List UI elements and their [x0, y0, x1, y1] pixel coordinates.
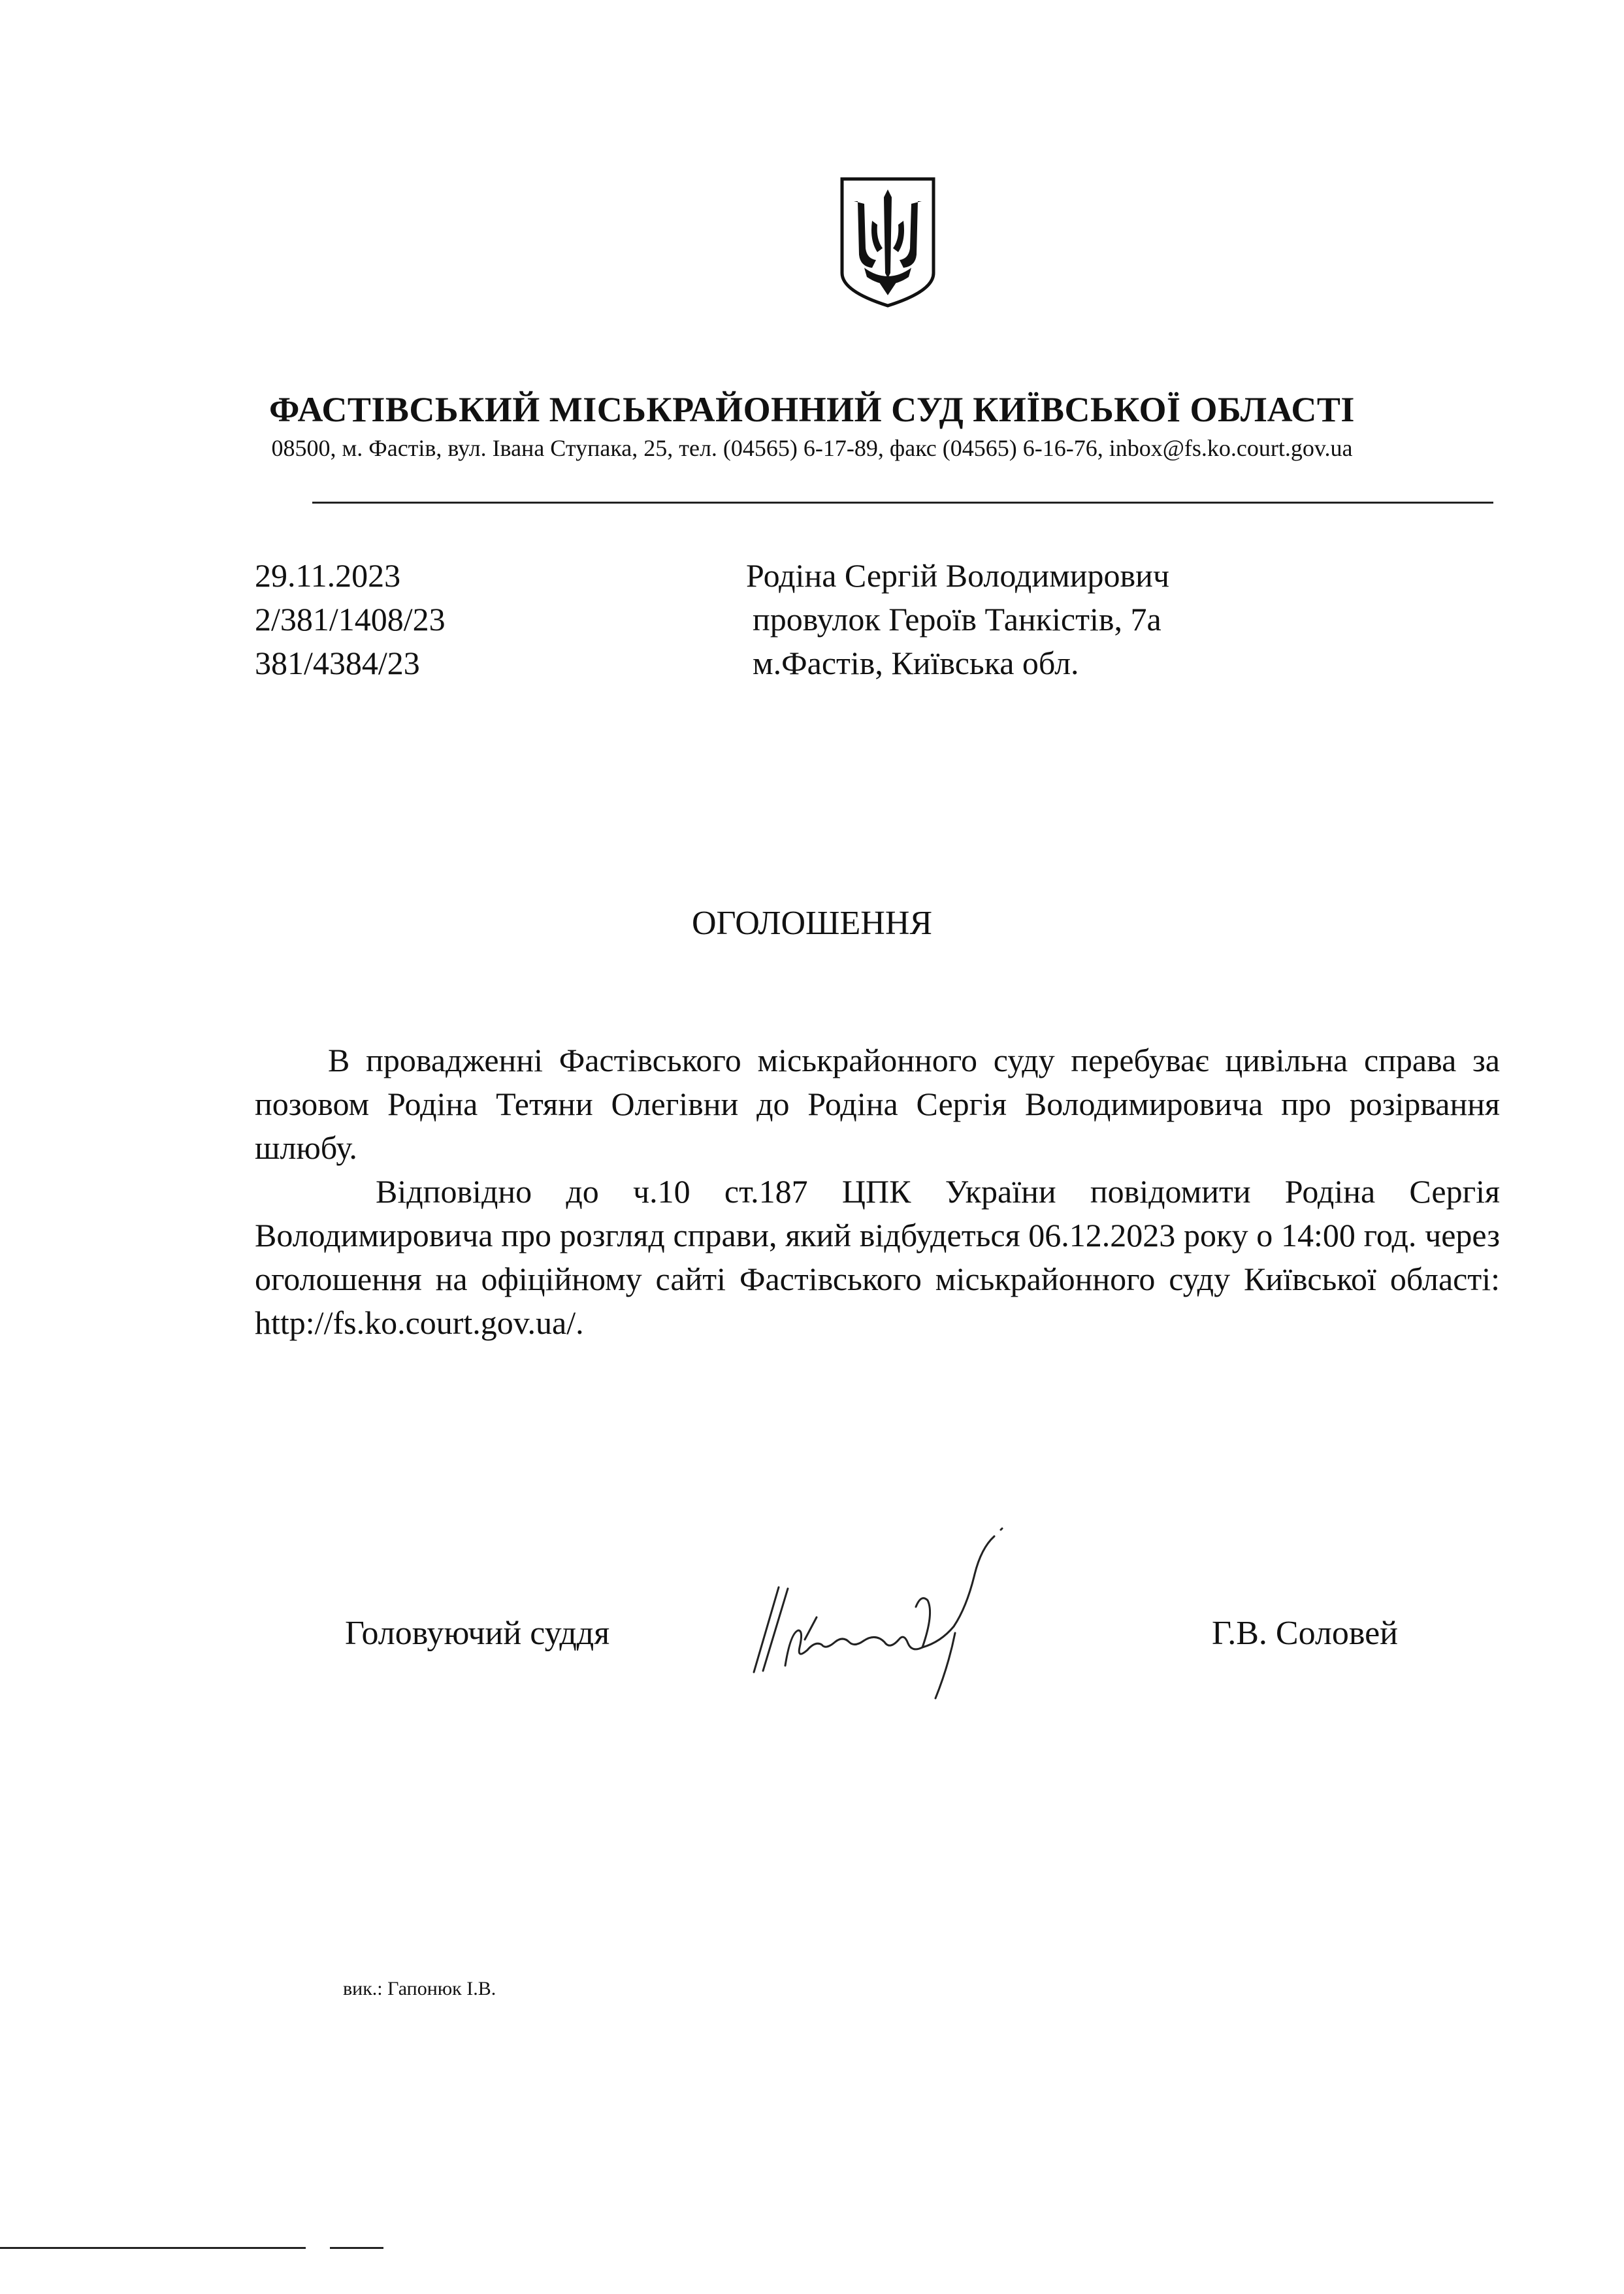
body-paragraph-1: В провадженні Фастівського міськрайонного суду перебуває цивільна справа за позовом Родіна Тетяни Олегівни до Родіна Сергія Володимировича про розірвання шлюбу.	[255, 1042, 1500, 1166]
announcement-title: ОГОЛОШЕННЯ	[691, 905, 933, 942]
addressee-city: м.Фастів, Київська обл.	[753, 645, 1079, 681]
document-meta	[255, 554, 446, 685]
judge-name: Г.В. Соловей	[1212, 1615, 1398, 1652]
addressee-street: провулок Героїв Танкістів, 7а	[753, 601, 1161, 638]
footer-rule-short	[330, 2247, 383, 2249]
court-name: ФАСТІВСЬКИЙ МІСЬКРАЙОННИЙ СУД КИЇВСЬКОЇ ОБЛАСТІ	[269, 390, 1355, 429]
case-number: 2/381/1408/23	[255, 601, 446, 638]
signature-icon	[745, 1502, 1058, 1711]
court-contacts: 08500, м. Фастів, вул. Івана Ступака, 25, тел. (04565) 6-17-89, факс (04565) 6-16-76, inbox@fs.ko.court.gov.ua	[271, 435, 1353, 461]
proceeding-number: 381/4384/23	[255, 645, 420, 681]
addressee-block	[746, 554, 1169, 685]
header-divider	[312, 502, 1493, 504]
judge-position: Головуючий суддя	[345, 1615, 610, 1652]
executor-note: вик.: Гапонюк І.В.	[343, 1978, 496, 1999]
addressee-name: Родіна Сергій Володимирович	[746, 557, 1170, 594]
body-paragraph-2: Відповідно до ч.10 ст.187 ЦПК України повідомити Родіна Сергія Володимировича про розгляд справи, який відбудеться 06.12.2023 року о 14:00 год. через оголошення на офіційному сайті Фастівського міськрайонного суду Київської області: http://fs.ko.court.gov.ua/.	[255, 1173, 1500, 1341]
footer-rule	[0, 2247, 306, 2249]
coat-of-arms-icon	[838, 175, 937, 310]
document-date: 29.11.2023	[255, 557, 401, 594]
